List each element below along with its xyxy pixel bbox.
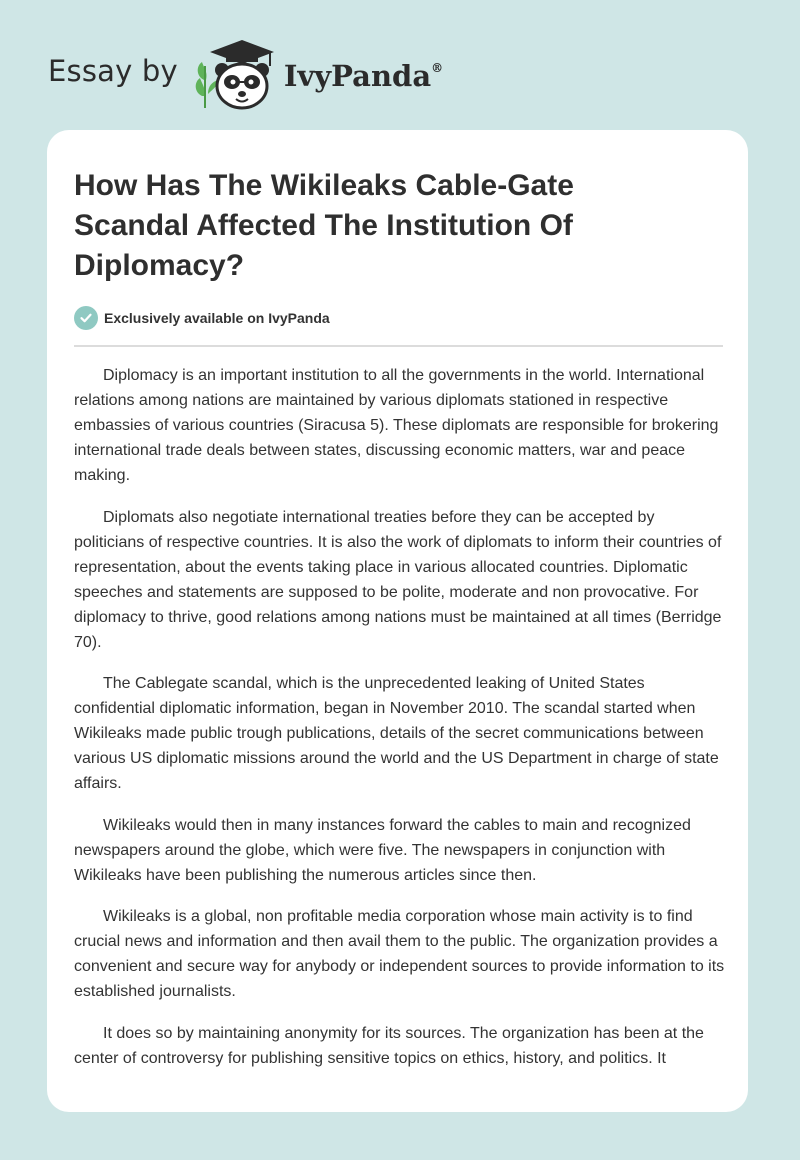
paragraph: It does so by maintaining anonymity for its sources. The organization has been at the center of controversy for publishing sensitive topics on ethics, history, and politics. It xyxy=(74,1024,704,1067)
brand-text: IvyPanda xyxy=(283,59,432,93)
divider xyxy=(74,345,723,347)
paragraph: Wikileaks is a global, non profitable media corporation whose main activity is to find crucial news and information and then avail them to the public. The organization provides a convenient and secure way for anybody or independent sources to provide information to its established journalists. xyxy=(74,908,725,1000)
paragraph: Diplomacy is an important institution to all the governments in the world. International relations among nations are maintained by various diplomats stationed in respective embassies of various countries (Siracusa 5). These diplomats are responsible for brokering international trade deals between states, discussing economic matters, war and peace making. xyxy=(74,367,719,484)
essay-body xyxy=(74,363,726,1087)
panda-graduate-icon xyxy=(192,36,278,112)
exclusive-badge xyxy=(74,306,330,330)
registered-mark: ® xyxy=(431,61,444,75)
leaf-icon xyxy=(196,62,218,108)
paragraph: The Cablegate scandal, which is the unprecedented leaking of United States confidential diplomatic information, began in November 2010. The scandal started when Wikileaks made public trough publications, details of the secret communications between various US diplomatic missions around the world and the US Department in charge of state affairs. xyxy=(74,675,719,792)
essay-card xyxy=(47,130,748,1112)
paragraph: Wikileaks would then in many instances forward the cables to main and recognized newspapers around the globe, which were five. The newspapers in conjunction with Wikileaks have been publishing the numerous articles since then. xyxy=(74,816,691,884)
essay-title: How Has The Wikileaks Cable-Gate Scandal Affected The Institution Of Diplomacy? xyxy=(74,169,574,282)
essay-by-label: Essay by xyxy=(48,54,178,88)
checkmark-icon xyxy=(74,306,98,330)
exclusive-label: Exclusively available on IvyPanda xyxy=(104,310,330,326)
brand-name[interactable] xyxy=(284,59,443,93)
site-header xyxy=(48,34,443,114)
paragraph: Diplomats also negotiate international treaties before they can be accepted by politicians of respective countries. It is also the work of diplomats to inform their countries of representation, about the events taking place in various allocated countries. Diplomatic speeches and statements are supposed to be polite, moderate and non provocative. For diplomacy to thrive, good relations among nations must be maintained at all times (Berridge 70). xyxy=(74,508,722,651)
